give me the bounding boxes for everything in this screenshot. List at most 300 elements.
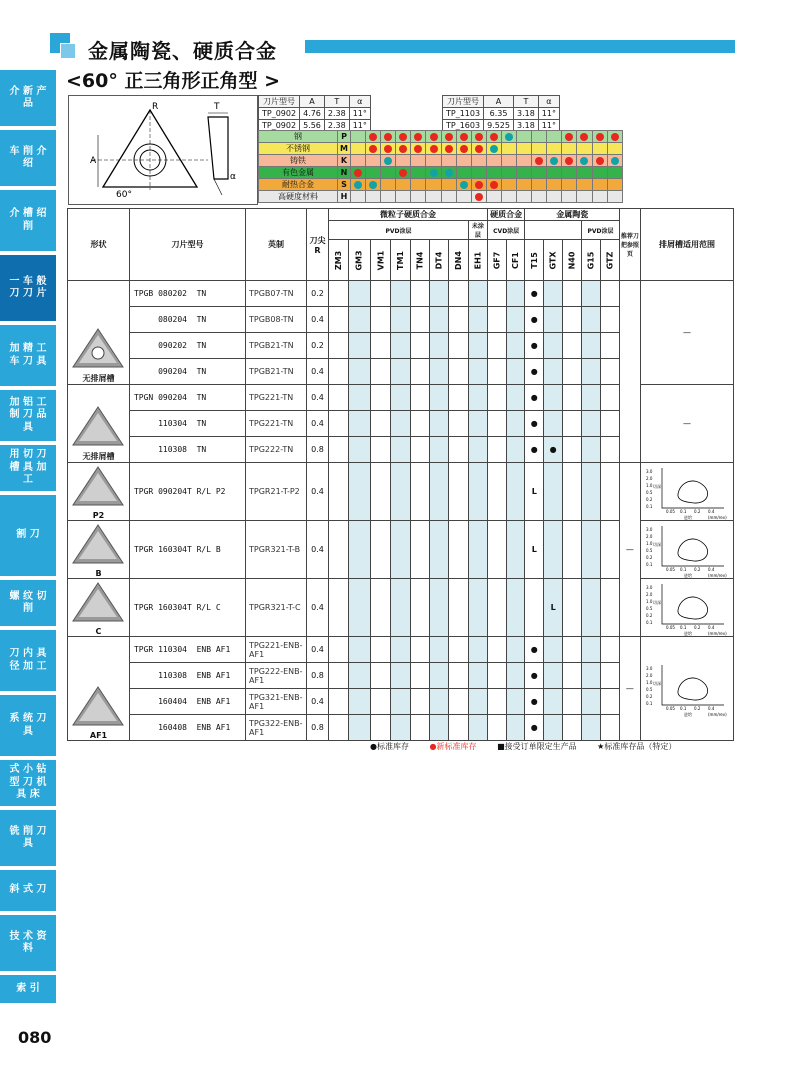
- grade-mark: [468, 307, 487, 333]
- grade-mark: [601, 663, 620, 689]
- sidebar-tab[interactable]: 铣 削 刀 具: [0, 810, 56, 868]
- grade-mark: [563, 333, 582, 359]
- spec-cell: 5.56: [300, 120, 325, 132]
- insert-code: TPG221-ENB-AF1: [246, 637, 307, 663]
- chart-ytick: 3.0: [645, 468, 653, 474]
- grade-mark: [349, 579, 370, 637]
- material-code: H: [338, 191, 351, 203]
- breaker-range-chart: [644, 464, 730, 520]
- diagram-label-r: R: [152, 102, 159, 112]
- grade-header: [411, 240, 430, 281]
- grade-mark: [544, 359, 563, 385]
- grade-mark: [329, 333, 349, 359]
- chart-xtick: 0.4: [707, 624, 715, 630]
- grade-name: TN4: [415, 251, 425, 269]
- material-cell: [501, 131, 516, 143]
- material-cell: [532, 131, 547, 143]
- grade-header: [563, 240, 582, 281]
- grade-mark: [544, 411, 563, 437]
- grade-mark: [601, 579, 620, 637]
- col-model: 刀片型号: [129, 209, 245, 281]
- grade-mark: [563, 463, 582, 521]
- chart-xtick: 0.05: [665, 705, 675, 711]
- grade-mark: [601, 689, 620, 715]
- material-applicability-table: [258, 130, 623, 203]
- insert-code: TPGR321-T-B: [246, 521, 307, 579]
- material-cell: [517, 155, 532, 167]
- chart-ytick: 1.0: [645, 598, 653, 604]
- chart-xtick: 0.2: [693, 566, 701, 572]
- applicability-dot: [550, 157, 558, 165]
- spec-header: 刀片型号: [443, 96, 484, 108]
- grade-mark: [329, 437, 349, 463]
- grade-mark: [391, 579, 411, 637]
- grade-mark: [411, 521, 430, 579]
- material-cell: [517, 191, 532, 203]
- insert-model: 110308 TN: [129, 437, 245, 463]
- breaker-range: [640, 521, 733, 579]
- applicability-dot: [565, 157, 573, 165]
- grade-mark: [582, 307, 601, 333]
- insert-image: [69, 463, 127, 509]
- material-cell: [501, 167, 516, 179]
- applicability-dot: [369, 133, 377, 141]
- chart-ytick: 2.0: [645, 672, 653, 678]
- material-cell: [547, 131, 562, 143]
- nose-radius: 0.8: [306, 715, 328, 741]
- spec-header: A: [484, 96, 514, 108]
- material-cell: [411, 191, 426, 203]
- grade-mark: [582, 521, 601, 579]
- material-cell: [532, 179, 547, 191]
- chart-xtick: 0.4: [707, 508, 715, 514]
- grade-header: [487, 240, 506, 281]
- grade-mark: [370, 521, 391, 579]
- grade-mark: [563, 715, 582, 741]
- material-cell: [396, 191, 411, 203]
- sidebar-tab[interactable]: 索 引: [0, 975, 56, 1005]
- chart-ylabel: 切深: [652, 541, 661, 547]
- material-cell: [351, 143, 366, 155]
- material-cell: [547, 143, 562, 155]
- grade-mark: ●: [525, 689, 544, 715]
- breaker-range-chart: [644, 580, 730, 636]
- grade-mark: [582, 359, 601, 385]
- chart-xtick: 0.2: [693, 508, 701, 514]
- nose-radius: 0.8: [306, 663, 328, 689]
- spec-cell: 11°: [349, 120, 370, 132]
- material-cell: [441, 155, 456, 167]
- chart-xtick: 0.4: [707, 566, 715, 572]
- sidebar-tab[interactable]: 加 铝 工 制 刀 品 具: [0, 390, 56, 443]
- grade-mark: [601, 333, 620, 359]
- grade-mark: [391, 411, 411, 437]
- grade-mark: [544, 333, 563, 359]
- material-cell: [517, 179, 532, 191]
- grade-mark: [411, 307, 430, 333]
- spec-cell: 3.18: [513, 120, 538, 132]
- shape-label: 无排屑槽: [82, 374, 115, 383]
- grade-mark: [449, 579, 469, 637]
- spec-cell: TP_0902: [259, 108, 300, 120]
- grade-mark: [544, 663, 563, 689]
- grade-mark: [430, 579, 449, 637]
- insert-model: 110308 ENB AF1: [129, 663, 245, 689]
- grade-mark: [468, 359, 487, 385]
- chart-ylabel: 切深: [652, 680, 661, 686]
- range-area: [678, 480, 708, 502]
- toolholder-ref: —: [619, 463, 640, 637]
- nose-radius: 0.4: [306, 385, 328, 411]
- chart-ytick: 0.5: [645, 489, 653, 495]
- grade-mark: [349, 689, 370, 715]
- chart-xlabel: 进给: [683, 572, 692, 578]
- grade-mark: [449, 689, 469, 715]
- grade-name: DT4: [434, 251, 444, 269]
- grade-name: EH1: [473, 251, 483, 269]
- material-cell: [607, 131, 622, 143]
- insert-code: TPG221-TN: [246, 385, 307, 411]
- table-row: [68, 463, 734, 521]
- grade-mark: [349, 281, 370, 307]
- applicability-dot: [354, 181, 362, 189]
- chart-ytick: 0.5: [645, 686, 653, 692]
- chart-ytick: 2.0: [645, 591, 653, 597]
- spec-cell: TP_0902: [259, 120, 300, 132]
- sidebar-tab[interactable]: 介 槽 绍 削: [0, 190, 56, 253]
- sidebar-tab[interactable]: 车 削 介 绍: [0, 130, 56, 188]
- material-cell: [486, 167, 501, 179]
- grade-mark: [370, 307, 391, 333]
- sidebar-tab[interactable]: 介 新 产 品: [0, 70, 56, 128]
- chart-ytick: 3.0: [645, 665, 653, 671]
- material-cell: [607, 179, 622, 191]
- grade-mark: [391, 437, 411, 463]
- material-cell: [562, 155, 577, 167]
- table-row: [68, 637, 734, 663]
- material-cell: [471, 191, 486, 203]
- sidebar-tab[interactable]: 斜 式 刀: [0, 870, 56, 913]
- nose-radius: 0.8: [306, 437, 328, 463]
- grade-mark: [506, 385, 525, 411]
- material-cell: [426, 143, 441, 155]
- material-cell: [426, 155, 441, 167]
- grade-mark: [601, 715, 620, 741]
- material-cell: [456, 167, 471, 179]
- grade-mark: [329, 411, 349, 437]
- applicability-dot: [596, 157, 604, 165]
- diagram-label-a: A: [90, 156, 97, 166]
- grade-mark: L: [525, 521, 544, 579]
- material-cell: [426, 131, 441, 143]
- grade-mark: [430, 663, 449, 689]
- applicability-dot: [384, 145, 392, 153]
- material-cell: [351, 131, 366, 143]
- material-cell: [426, 191, 441, 203]
- sidebar-tab[interactable]: 系 统 刀 具: [0, 695, 56, 758]
- material-name: 耐热合金: [259, 179, 338, 191]
- grade-mark: [449, 307, 469, 333]
- material-cell: [592, 191, 607, 203]
- chart-ytick: 3.0: [645, 584, 653, 590]
- grade-mark: [391, 689, 411, 715]
- grade-mark: [563, 663, 582, 689]
- material-cell: [517, 167, 532, 179]
- grade-mark: [449, 663, 469, 689]
- spec-cell: 11°: [538, 120, 559, 132]
- breaker-range-chart: [644, 661, 730, 717]
- chart-ytick: 2.0: [645, 533, 653, 539]
- grade-mark: ●: [525, 385, 544, 411]
- insert-code: TPG222-TN: [246, 437, 307, 463]
- diagram-label-t: T: [214, 102, 220, 112]
- breaker-range: —: [640, 281, 733, 385]
- material-cell: [562, 179, 577, 191]
- grade-mark: [411, 437, 430, 463]
- grade-mark: [411, 689, 430, 715]
- grade-mark: ●: [544, 437, 563, 463]
- chart-xtick: 0.1: [679, 624, 687, 630]
- chart-xlabel: 进给: [683, 711, 692, 717]
- applicability-dot: [580, 157, 588, 165]
- nose-radius: 0.2: [306, 281, 328, 307]
- page-subtitle: <60° 正三角形正角型 >: [66, 70, 281, 92]
- insert-image: [69, 579, 127, 625]
- spec-header: T: [513, 96, 538, 108]
- insert-code: TPGR321-T-C: [246, 579, 307, 637]
- applicability-dot: [611, 133, 619, 141]
- spec-cell: 2.38: [324, 120, 349, 132]
- insert-code: TPGB21-TN: [246, 359, 307, 385]
- nose-radius: 0.2: [306, 333, 328, 359]
- material-cell: [471, 131, 486, 143]
- nose-radius: 0.4: [306, 307, 328, 333]
- insert-code: TPGB21-TN: [246, 333, 307, 359]
- insert-shape-cell: [68, 385, 130, 463]
- insert-model: TPGN 090204 TN: [129, 385, 245, 411]
- sidebar: [0, 70, 56, 1005]
- grade-mark: [370, 281, 391, 307]
- chart-ytick: 0.2: [645, 612, 653, 618]
- diagram-label-angle: 60°: [116, 190, 132, 200]
- grade-mark: [468, 437, 487, 463]
- sidebar-tab[interactable]: 刀 内 具 径 加 工: [0, 630, 56, 693]
- material-code: K: [338, 155, 351, 167]
- legend-order: ■接受订单限定生产品: [497, 742, 577, 751]
- grade-mark: [349, 715, 370, 741]
- sidebar-tab[interactable]: 割 刀: [0, 495, 56, 578]
- grade-mark: [582, 385, 601, 411]
- grade-mark: [370, 463, 391, 521]
- group-cvd: CVD涂层: [487, 221, 525, 240]
- applicability-dot: [445, 133, 453, 141]
- material-cell: [441, 179, 456, 191]
- material-code: P: [338, 131, 351, 143]
- insert-model: 080204 TN: [129, 307, 245, 333]
- grade-mark: [487, 411, 506, 437]
- chart-xtick: 0.2: [693, 624, 701, 630]
- grade-mark: [391, 521, 411, 579]
- grade-mark: L: [544, 579, 563, 637]
- material-cell: [381, 191, 396, 203]
- applicability-dot: [414, 133, 422, 141]
- material-cell: [366, 191, 381, 203]
- sidebar-tab[interactable]: 一 车 般 刀 刀 片: [0, 255, 56, 323]
- material-cell: [486, 155, 501, 167]
- applicability-dot: [369, 181, 377, 189]
- applicability-dot: [475, 145, 483, 153]
- grade-mark: [349, 333, 370, 359]
- grade-mark: [329, 385, 349, 411]
- grade-mark: ●: [525, 715, 544, 741]
- sidebar-tab[interactable]: 加 精 工 车 刀 具: [0, 325, 56, 388]
- breaker-range: [640, 637, 733, 741]
- sidebar-tab[interactable]: 技 术 资 料: [0, 915, 56, 973]
- grade-mark: [430, 521, 449, 579]
- grade-mark: [582, 333, 601, 359]
- grade-mark: [349, 359, 370, 385]
- chart-ytick: 0.5: [645, 605, 653, 611]
- grade-mark: [468, 663, 487, 689]
- grade-mark: [349, 663, 370, 689]
- grade-mark: [370, 385, 391, 411]
- spec-cell: 3.18: [513, 108, 538, 120]
- grade-mark: [391, 385, 411, 411]
- group-uncoated: 未涂层: [468, 221, 487, 240]
- insert-code: TPGR21-T-P2: [246, 463, 307, 521]
- grade-mark: [329, 307, 349, 333]
- insert-model: TPGR 090204T R/L P2: [129, 463, 245, 521]
- diagram-label-alpha: α: [230, 172, 236, 182]
- grade-mark: [329, 359, 349, 385]
- grade-mark: ●: [525, 359, 544, 385]
- grade-name: T15: [529, 251, 539, 269]
- grade-mark: [430, 307, 449, 333]
- insert-code: TPGB07-TN: [246, 281, 307, 307]
- material-cell: [366, 143, 381, 155]
- applicability-dot: [535, 157, 543, 165]
- sidebar-tab[interactable]: 螺 纹 切 削: [0, 580, 56, 628]
- applicability-dot: [596, 133, 604, 141]
- material-cell: [592, 143, 607, 155]
- material-cell: [426, 167, 441, 179]
- material-cell: [411, 179, 426, 191]
- sidebar-tab[interactable]: 式 小 钻 型 刀 机 具 床: [0, 760, 56, 808]
- chart-xtick: 0.1: [679, 508, 687, 514]
- grade-mark: [370, 359, 391, 385]
- material-cell: [592, 167, 607, 179]
- spec-table-1: [258, 95, 371, 132]
- insert-image: [69, 325, 127, 371]
- applicability-dot: [445, 169, 453, 177]
- material-cell: [471, 155, 486, 167]
- sidebar-tab[interactable]: 用 切 刀 槽 具 加 工: [0, 445, 56, 493]
- insert-model: 090204 TN: [129, 359, 245, 385]
- material-cell: [486, 191, 501, 203]
- grade-mark: [430, 333, 449, 359]
- grade-mark: [601, 281, 620, 307]
- material-cell: [517, 131, 532, 143]
- breaker-range-chart: [644, 522, 730, 578]
- material-cell: [577, 131, 592, 143]
- range-area: [678, 596, 708, 618]
- applicability-dot: [490, 145, 498, 153]
- grade-mark: [601, 385, 620, 411]
- grade-mark: [582, 411, 601, 437]
- grade-name: CF1: [511, 251, 521, 269]
- grade-mark: [449, 715, 469, 741]
- insert-shape-cell: [68, 579, 130, 637]
- grade-mark: [563, 359, 582, 385]
- insert-code: TPG322-ENB-AF1: [246, 715, 307, 741]
- grade-mark: [468, 715, 487, 741]
- grade-header: [449, 240, 469, 281]
- grade-mark: ●: [525, 333, 544, 359]
- grade-mark: [430, 637, 449, 663]
- grade-mark: [329, 663, 349, 689]
- spec-header: α: [538, 96, 559, 108]
- chart-ytick: 0.2: [645, 496, 653, 502]
- grade-mark: ●: [525, 637, 544, 663]
- material-cell: [381, 167, 396, 179]
- grade-header: [430, 240, 449, 281]
- material-name: 有色金属: [259, 167, 338, 179]
- material-cell: [577, 179, 592, 191]
- insert-model: TPGR 160304T R/L B: [129, 521, 245, 579]
- grade-mark: [563, 307, 582, 333]
- group-pvd: PVD涂层: [329, 221, 469, 240]
- grade-mark: [468, 333, 487, 359]
- material-cell: [441, 131, 456, 143]
- grade-name: GTX: [548, 250, 558, 270]
- insert-code: TPGB08-TN: [246, 307, 307, 333]
- insert-shape-cell: [68, 521, 130, 579]
- material-cell: [396, 179, 411, 191]
- grade-mark: [391, 333, 411, 359]
- grade-mark: [468, 637, 487, 663]
- chart-ytick: 0.1: [645, 561, 653, 567]
- grade-mark: [487, 307, 506, 333]
- applicability-dot: [475, 133, 483, 141]
- grade-name: ZM3: [334, 250, 344, 270]
- grade-mark: [329, 521, 349, 579]
- spec-cell: 11°: [349, 108, 370, 120]
- material-cell: [607, 143, 622, 155]
- material-code: M: [338, 143, 351, 155]
- grade-mark: [487, 715, 506, 741]
- nose-radius: 0.4: [306, 689, 328, 715]
- material-cell: [351, 167, 366, 179]
- applicability-dot: [399, 169, 407, 177]
- material-cell: [456, 155, 471, 167]
- material-cell: [411, 167, 426, 179]
- applicability-dot: [414, 145, 422, 153]
- grade-mark: [430, 689, 449, 715]
- grade-mark: [506, 333, 525, 359]
- material-cell: [517, 143, 532, 155]
- grade-mark: [563, 689, 582, 715]
- material-cell: [456, 191, 471, 203]
- grade-mark: [430, 411, 449, 437]
- grade-mark: [349, 521, 370, 579]
- insert-grade-table: [67, 208, 734, 741]
- grade-mark: [601, 437, 620, 463]
- grade-mark: [582, 663, 601, 689]
- material-cell: [381, 155, 396, 167]
- material-cell: [486, 131, 501, 143]
- material-cell: [562, 131, 577, 143]
- grade-mark: [582, 281, 601, 307]
